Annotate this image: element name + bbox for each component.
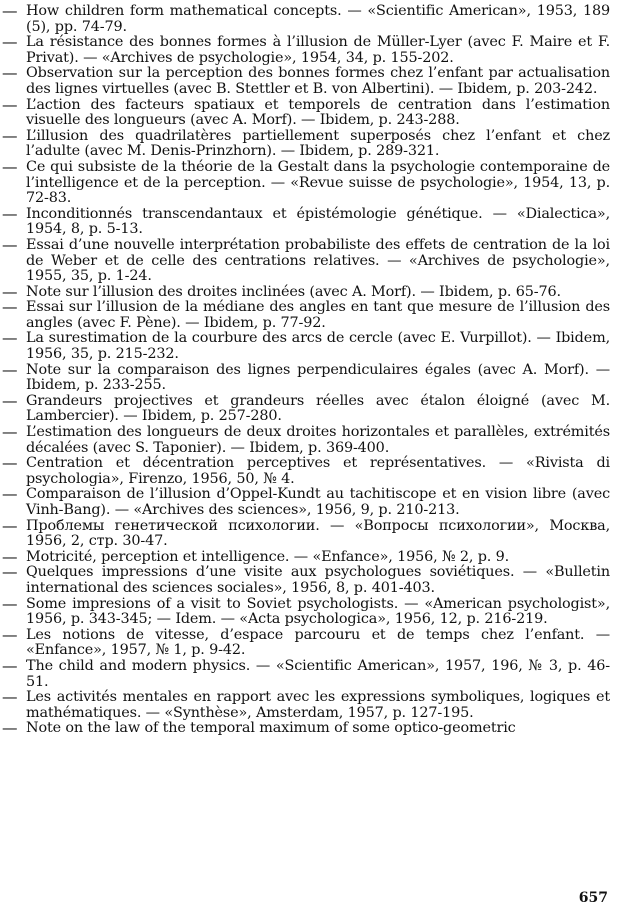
entry-dash: — bbox=[2, 282, 18, 301]
entry-dash: — bbox=[2, 454, 18, 473]
entry-dash: — bbox=[2, 625, 18, 644]
entry-dash: — bbox=[2, 391, 18, 410]
entry-dash: — bbox=[2, 95, 18, 114]
entry-text: L’action des facteurs spatiaux et temporels de centration dans l’estimation visuelle des longueurs (avec A. Morf). — Ibidem, p. 243-288. bbox=[26, 96, 610, 129]
entry-text: L’estimation des longueurs de deux droites horizontales et parallèles, extrémités décalées (avec S. Taponier). — Ibidem, p. 369-400. bbox=[26, 424, 610, 456]
entry-dash: — bbox=[2, 516, 18, 535]
entry-dash: — bbox=[2, 688, 18, 707]
bibliography-entry bbox=[0, 391, 620, 425]
bibliography-entry bbox=[0, 487, 620, 518]
entry-dash: — bbox=[2, 485, 18, 504]
entry-text: Note sur la comparaison des lignes perpendiculaires égales (avec A. Morf). — Ibidem, p. 233-255. bbox=[26, 361, 610, 394]
entry-text: La résistance des bonnes formes à l’illusion de Müller-Lyer (avec F. Maire et F. Privat). — «Archives de psychologie», 1954, 34, p. 155-202. bbox=[26, 34, 610, 66]
entry-text: The child and modern physics. — «Scientific American», 1957, 196, № 3, p. 46-51. bbox=[26, 657, 610, 690]
bibliography-entry bbox=[0, 331, 620, 362]
bibliography-entry bbox=[0, 282, 620, 301]
entry-text: Essai d’une nouvelle interprétation probabiliste des effets de centration de la loi de Weber et de celle des centrations relatives. — «Archives de psychologie», 1955, 35, p. 1-24. bbox=[26, 236, 610, 285]
bibliography-list bbox=[0, 4, 620, 737]
bibliography-entry bbox=[0, 300, 620, 331]
bibliography-entry bbox=[0, 95, 620, 129]
entry-text: Проблемы генетической психологии. — «Вопросы психологии», Москва, 1956, 2, стр. 30-47. bbox=[26, 517, 610, 550]
entry-text: L’illusion des quadrilatères partiellement superposés chez l’enfant et chez l’adulte (avec M. Denis-Prinzhorn). — Ibidem, p. 289-321. bbox=[26, 127, 610, 160]
entry-text: La surestimation de la courbure des arcs de cercle (avec E. Vurpillot). — Ibidem, 1956, 35, p. 215-232. bbox=[26, 330, 610, 363]
entry-dash: — bbox=[2, 157, 18, 176]
entry-text: How children form mathematical concepts. — «Scientific American», 1953, 189 (5), pp. 74-79. bbox=[26, 3, 610, 35]
entry-text: Note sur l’illusion des droites inclinées (avec A. Morf). — Ibidem, p. 65-76. bbox=[26, 283, 561, 300]
entry-text: Inconditionnés transcendantaux et épistémologie génétique. — «Dialectica», 1954, 8, p. 5-13. bbox=[26, 205, 610, 238]
bibliography-entry bbox=[0, 516, 620, 550]
bibliography-entry bbox=[0, 547, 620, 566]
entry-text: Les notions de vitesse, d’espace parcouru et de temps chez l’enfant. — «Enfance», 1957, № 1, p. 9-42. bbox=[26, 626, 610, 659]
entry-dash: — bbox=[2, 594, 18, 613]
entry-text: Les activités mentales en rapport avec les expressions symboliques, logiques et mathématiques. — «Synthèse», Amsterdam, 1957, p. 127-195. bbox=[26, 689, 610, 721]
entry-text: Ce qui subsiste de la théorie de la Gestalt dans la psychologie contemporaine de l’intelligence et de la perception. — «Revue suisse de psychologie», 1954, 13, p. 72-83. bbox=[26, 158, 610, 207]
bibliography-entry bbox=[0, 360, 620, 394]
entry-dash: — bbox=[2, 64, 18, 83]
bibliography-entry bbox=[0, 721, 620, 737]
entry-dash: — bbox=[2, 547, 18, 566]
bibliography-entry bbox=[0, 4, 620, 35]
bibliography-entry bbox=[0, 656, 620, 690]
bibliography-entry bbox=[0, 235, 620, 285]
bibliography-entry bbox=[0, 66, 620, 97]
entry-dash: — bbox=[2, 329, 18, 348]
entry-dash: — bbox=[2, 719, 18, 738]
entry-dash: — bbox=[2, 235, 18, 254]
page-number: 657 bbox=[578, 890, 608, 906]
entry-text: Observation sur la perception des bonnes formes chez l’enfant par actualisation des lignes virtuelles (avec B. Stettler et B. von Albertini). — Ibidem, p. 203-242. bbox=[26, 65, 610, 97]
entry-text: Some impresions of a visit to Soviet psychologists. — «American psychologist», 1956, p. 343-345; — Idem. — «Acta psychologica», 1956, 12, p. 216-219. bbox=[26, 595, 610, 628]
entry-text: Essai sur l’illusion de la médiane des angles en tant que mesure de l’illusion des angles (avec F. Pène). — Ibidem, p. 77-92. bbox=[26, 299, 610, 331]
entry-text: Quelques impressions d’une visite aux psychologues soviétiques. — «Bulletin international des sciences sociales», 1956, 8, p. 401-403. bbox=[26, 564, 610, 596]
entry-dash: — bbox=[2, 33, 18, 52]
entry-dash: — bbox=[2, 204, 18, 223]
bibliography-entry bbox=[0, 594, 620, 628]
entry-text: Motricité, perception et intelligence. — «Enfance», 1956, № 2, p. 9. bbox=[26, 548, 510, 565]
entry-dash: — bbox=[2, 563, 18, 582]
bibliography-entry bbox=[0, 157, 620, 207]
entry-dash: — bbox=[2, 126, 18, 145]
bibliography-entry bbox=[0, 35, 620, 66]
bibliography-entry bbox=[0, 204, 620, 238]
entry-dash: — bbox=[2, 656, 18, 675]
entry-dash: — bbox=[2, 360, 18, 379]
bibliography-entry bbox=[0, 456, 620, 487]
bibliography-entry bbox=[0, 565, 620, 596]
entry-text: Grandeurs projectives et grandeurs réelles avec étalon éloigné (avec M. Lambercier). — Ibidem, p. 257-280. bbox=[26, 392, 610, 425]
bibliography-entry bbox=[0, 625, 620, 659]
bibliography-entry bbox=[0, 690, 620, 721]
entry-dash: — bbox=[2, 298, 18, 317]
entry-text: Comparaison de l’illusion d’Oppel-Kundt au tachitiscope et en vision libre (avec Vinh-Bang). — «Archives des sciences», 1956, 9, p. 210-213. bbox=[26, 486, 610, 518]
bibliography-entry bbox=[0, 126, 620, 160]
entry-dash: — bbox=[2, 423, 18, 442]
entry-text: Note on the law of the temporal maximum of some optico-geometric bbox=[26, 720, 516, 737]
entry-text: Centration et décentration perceptives et représentatives. — «Rivista di psychologia», Firenzo, 1956, 50, № 4. bbox=[26, 455, 610, 487]
entry-dash: — bbox=[2, 2, 18, 20]
bibliography-entry bbox=[0, 425, 620, 456]
